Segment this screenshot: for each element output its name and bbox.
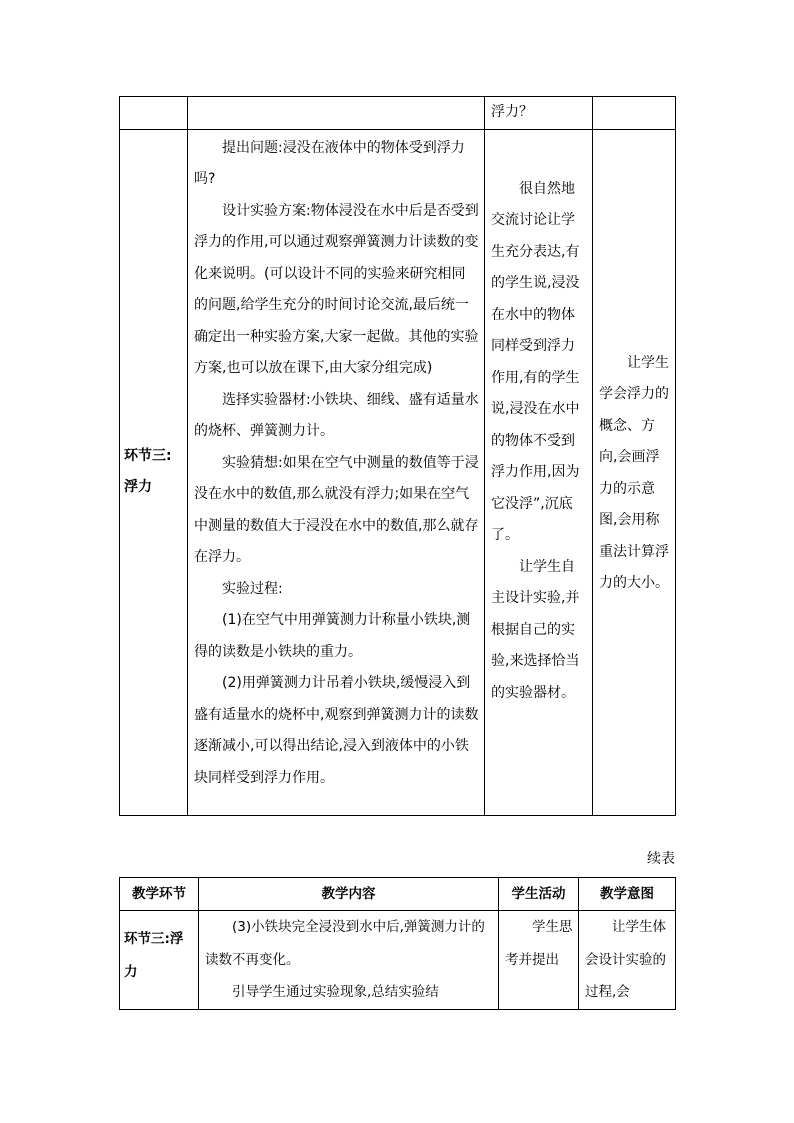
continued-label: 续表 xyxy=(647,851,675,867)
header-cell: 教学内容 xyxy=(199,878,499,911)
empty-cell xyxy=(188,97,485,130)
empty-cell xyxy=(120,97,188,130)
content-block xyxy=(199,911,498,1009)
section-cell xyxy=(120,129,188,815)
activity-paragraph: 让学生自主设计实验,并根据自己的实验,来选择恰当的实验器材。 xyxy=(491,558,580,701)
section-cell xyxy=(120,911,199,1010)
intent-paragraph: 让学生体会设计实验的过程,会 xyxy=(585,919,666,1000)
table-row xyxy=(120,911,676,1010)
content-paragraph: 实验猜想:如果在空气中测量的数值等于浸没在水中的数值,那么就没有浮力;如果在空气中测量的数值大于浸没在水中的数值,那么就存在浮力。 xyxy=(194,454,479,565)
content-paragraph: 提出问题:浸没在液体中的物体受到浮力吗? xyxy=(194,139,465,187)
table-row xyxy=(120,129,676,815)
content-cell xyxy=(188,129,485,815)
header-cell: 教学环节 xyxy=(120,878,199,911)
table-row xyxy=(120,97,676,130)
activity-block xyxy=(485,130,592,710)
header-row xyxy=(120,878,676,911)
content-paragraph: 引导学生通过实验现象,总结实验结 xyxy=(232,984,439,1000)
activity-text: 浮力？ xyxy=(491,104,533,120)
content-paragraph: (3)小铁块完全浸没到水中后,弹簧测力计的读数不再变化。 xyxy=(205,919,485,968)
header-cell: 学生活动 xyxy=(499,878,579,911)
intent-block xyxy=(579,911,675,1009)
activity-paragraph: 很自然地交流讨论让学生充分表达,有的学生说,浸没在水中的物体同样受到浮力作用,有的学生说,浸没在水中的物体不受到浮力作用,因为它没浮”,沉底了。 xyxy=(491,180,580,543)
intent-cell xyxy=(579,911,676,1010)
content-paragraph: 设计实验方案:物体浸没在水中后是否受到浮力的作用,可以通过观察弹簧测力计读数的变化来说明。(可以设计不同的实验来研究相同的问题,给学生充分的时间讨论交流,最后统一确定出一种实验方案,大家一起做。其他的实验方案,也可以放在课下,由大家分组完成) xyxy=(194,202,479,376)
content-paragraph: 实验过程: xyxy=(222,580,283,597)
content-paragraph: (2)用弹簧测力计吊着小铁块,缓慢浸入到盛有适量水的烧杯中,观察到弹簧测力计的读数逐渐减小,可以得出结论,浸入到液体中的小铁块同样受到浮力作用。 xyxy=(194,675,479,786)
content-block xyxy=(188,130,484,795)
empty-cell xyxy=(593,97,676,130)
content-paragraph: (1)在空气中用弹簧测力计称量小铁块,测得的读数是小铁块的重力。 xyxy=(194,612,471,660)
section-label: 环节三:浮力 xyxy=(124,447,172,495)
content-paragraph: 选择实验器材:小铁块、细线、盛有适量水的烧杯、弹簧测力计。 xyxy=(194,391,479,439)
content-cell xyxy=(199,911,499,1010)
activity-cell xyxy=(499,911,579,1010)
activity-block xyxy=(499,911,578,976)
activity-paragraph: 学生思考并提出 xyxy=(505,919,573,968)
intent-block xyxy=(593,345,675,600)
activity-cell xyxy=(485,129,593,815)
lesson-table-1 xyxy=(119,96,676,816)
activity-cell xyxy=(485,97,593,130)
intent-paragraph: 让学生学会浮力的概念、方向,会画浮力的示意图,会用称重法计算浮力的大小。 xyxy=(599,354,669,591)
lesson-table-2 xyxy=(119,877,676,1010)
section-label: 环节三:浮力 xyxy=(124,931,184,980)
intent-cell xyxy=(593,129,676,815)
header-cell: 教学意图 xyxy=(579,878,676,911)
